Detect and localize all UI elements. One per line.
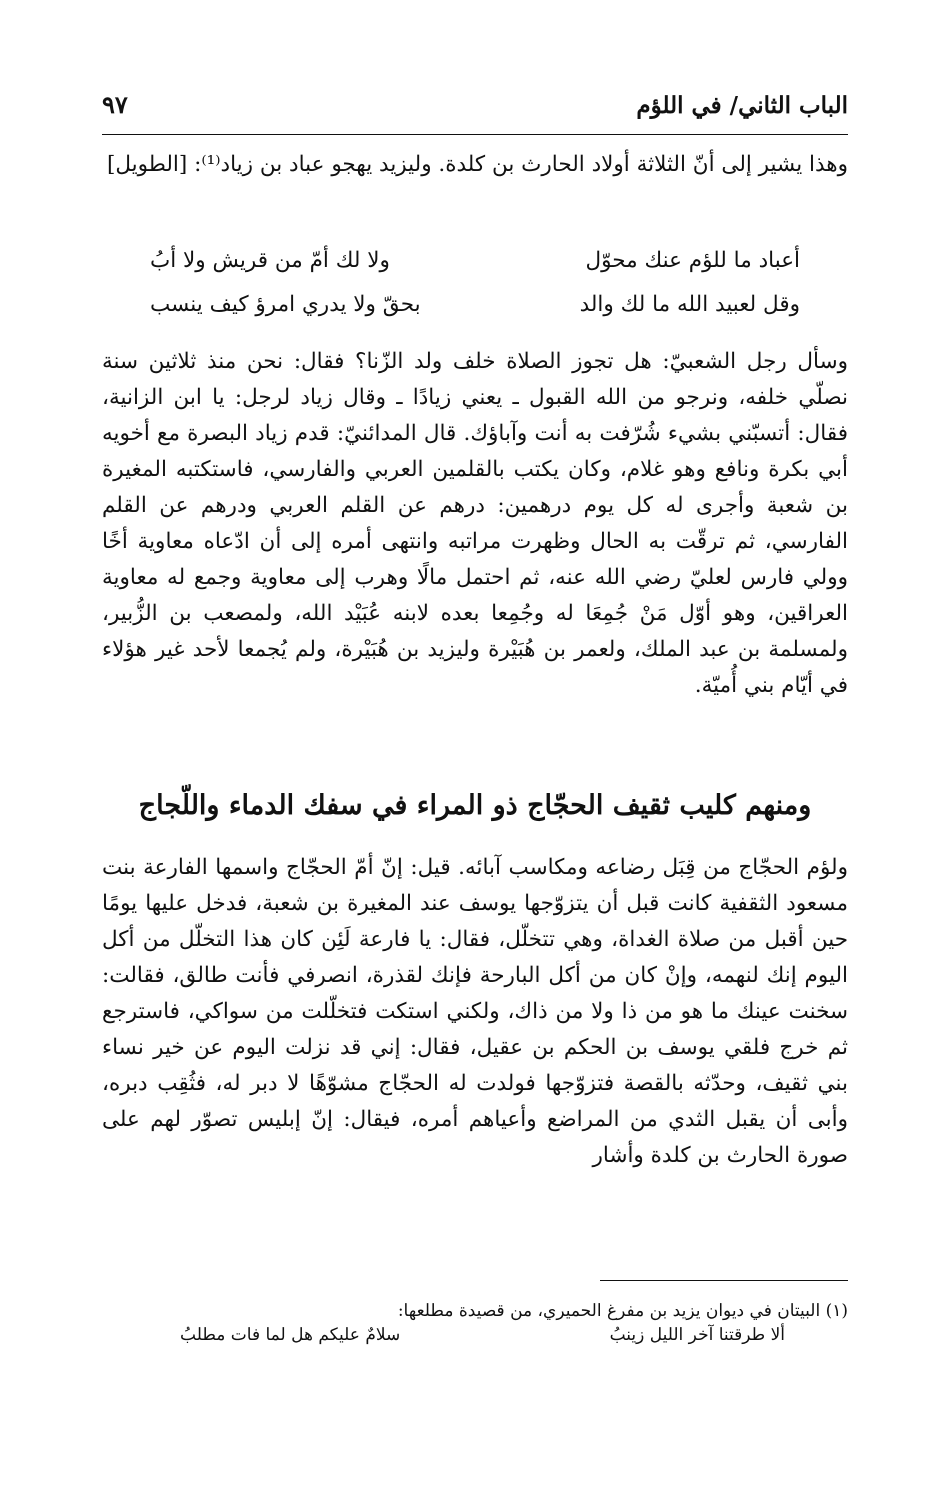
body-paragraph-1: وسأل رجل الشعبيّ: هل تجوز الصلاة خلف ولد الزّنا؟ فقال: نحن منذ ثلاثين سنة نصلّي خلفه، ونرجو من الله القبول ـ يعني زيادًا ـ وقال زياد لرجل: يا ابن الزانية، فقال: أتسبّني بشيء شُرّفت به أنت وآباؤك. قال المدائنيّ: قدم زياد البصرة مع أخويه أبي بكرة ونافع وهو غلام، وكان يكتب بالقلمين العربي والفارسي، فاستكتبه المغيرة بن شعبة وأجرى له كل يوم درهمين: درهم عن القلم العربي ودرهم عن القلم الفارسي، ثم ترقّت به الحال وظهرت مراتبه وانتهى أمره إلى أن ادّعاه معاوية أخًا وولي فارس لعليّ رضي الله عنه، ثم احتمل مالًا وهرب إلى معاوية وجمع له معاوية العراقين، وهو أوّل مَنْ جُمِعَا له وجُمِعا بعده لابنه عُبَيْد الله، ولمصعب بن الزُّبير، ولمسلمة بن عبد الملك، ولعمر بن هُبَيْرة وليزيد بن هُبَيْرة، ولم يُجمعا لأحد غير هؤلاء في أيّام بني أُميّة. [102, 349, 848, 698]
poem-verse-2 [150, 292, 800, 328]
verse-1-second-hemistich: ولا لك أمّ من قريش ولا أبُ [150, 248, 390, 273]
footnote-divider [600, 1280, 848, 1281]
section-heading: ومنهم كليب ثقيف الحجّاج ذو المراء في سفك الدماء واللّجاج [138, 790, 812, 821]
footnote-verse-first-hemistich: ألا طرقتنا آخر الليل زينبُ [609, 1325, 785, 1345]
body-paragraph-2: ولؤم الحجّاج من قِبَل رضاعه ومكاسب آبائه. قيل: إنّ أمّ الحجّاج واسمها الفارعة بنت مسعود الثقفية كانت قبل أن يتزوّجها يوسف عند المغيرة بن شعبة، فدخل عليها يومًا حين أقبل من صلاة الغداة، وهي تتخلّل، فقال: يا فارعة لَئِن كان هذا التخلّل من أكل اليوم إنك لنهمه، وإنْ كان من أكل البارحة فإنك لقذرة، انصرفي فأنت طالق، فقالت: سخنت عينك ما هو من ذا ولا من ذاك، ولكني استكت فتخلّلت من سواكي، فاسترجع ثم خرج فلقي يوسف بن الحكم بن عقيل، فقال: إني قد نزلت اليوم عن خير نساء بني ثقيف، وحدّثه بالقصة فتزوّجها فولدت له الحجّاج مشوّهًا لا دبر له، فثُقِب دبره، وأبى أن يقبل الثدي من المراضع وأعياهم أمره، فيقال: إنّ إبليس تصوّر لهم على صورة الحارث بن كلدة وأشار [102, 855, 848, 1168]
footnote: (١) البيتان في ديوان يزيد بن مفرغ الحميري، من قصيدة مطلعها: [397, 1301, 848, 1321]
verse-1-first-hemistich: أعباد ما للؤم عنك محوّل [585, 248, 800, 273]
running-header [102, 86, 848, 126]
poem-verse-1 [150, 248, 800, 284]
footnote-verse [180, 1325, 785, 1355]
verse-2-first-hemistich: وقل لعبيد الله ما لك والد [579, 292, 800, 317]
header-divider [102, 134, 848, 135]
verse-2-second-hemistich: بحقّ ولا يدري امرؤ كيف ينسب [150, 292, 421, 317]
intro-paragraph: وهذا يشير إلى أنّ الثلاثة أولاد الحارث بن كلدة. وليزيد يهجو عباد بن زياد⁽¹⁾: [الطويل] [106, 152, 848, 177]
page-number: ٩٧ [102, 90, 128, 119]
chapter-title: الباب الثاني/ في اللؤم [636, 92, 848, 119]
footnote-verse-second-hemistich: سلامٌ عليكم هل لما فات مطلبُ [180, 1325, 401, 1345]
